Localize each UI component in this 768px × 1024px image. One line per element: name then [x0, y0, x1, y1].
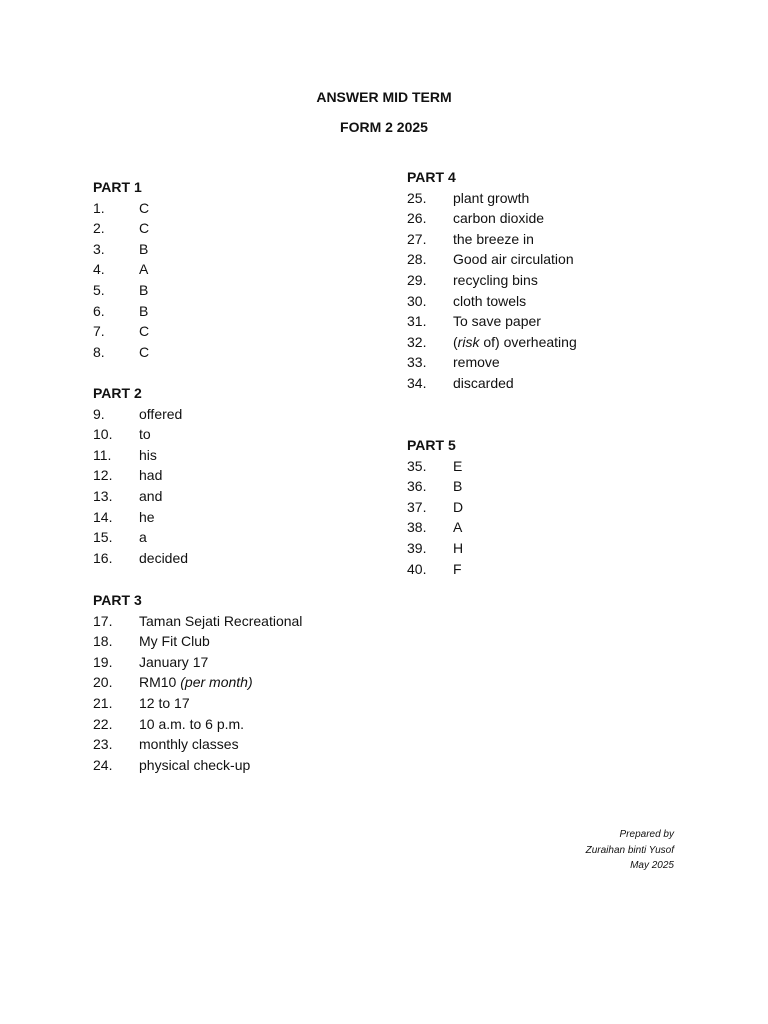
- question-number: 23.: [93, 736, 113, 753]
- part-3-section: [93, 590, 302, 775]
- answer-main: Good air circulation: [453, 251, 574, 268]
- answer-text: [139, 633, 210, 649]
- answer-text: [139, 467, 162, 483]
- question-number: 21.: [93, 694, 113, 711]
- date: May 2025: [630, 860, 674, 871]
- answer-text: [139, 695, 190, 711]
- question-number: 4.: [93, 261, 105, 278]
- part-title: PART 3: [93, 592, 142, 608]
- answer-row: [407, 208, 577, 229]
- answer-list: [407, 456, 463, 580]
- question-number: 13.: [93, 487, 113, 504]
- answer-row: [93, 342, 149, 363]
- answer-row: [407, 249, 577, 270]
- question-number: 8.: [93, 343, 105, 360]
- answer-main: his: [139, 446, 157, 463]
- question-number: 5.: [93, 281, 105, 298]
- answer-text: [139, 426, 151, 442]
- question-number: 26.: [407, 210, 427, 227]
- answer-text: [453, 210, 544, 226]
- part-2-section: [93, 383, 188, 568]
- answer-text: [453, 313, 541, 329]
- answer-text: [453, 293, 526, 309]
- answer-row: [93, 465, 188, 486]
- answer-text: [139, 323, 149, 339]
- question-number: 22.: [93, 715, 113, 732]
- part-title: PART 5: [407, 437, 456, 453]
- question-number: 10.: [93, 426, 113, 443]
- answer-text: [453, 519, 462, 535]
- answer-row: [407, 352, 577, 373]
- answer-row: [93, 527, 188, 548]
- answer-main: decided: [139, 549, 189, 566]
- part-1-section: [93, 177, 149, 362]
- answer-main: 12 to 17: [139, 694, 190, 711]
- answer-main: offered: [139, 405, 183, 422]
- question-number: 40.: [407, 560, 427, 577]
- answer-main: To save paper: [453, 313, 541, 330]
- answer-main: and: [139, 487, 163, 504]
- question-number: 32.: [407, 333, 427, 350]
- answer-italic-part: risk: [457, 333, 480, 350]
- answer-text: [139, 654, 208, 670]
- answer-main: A: [453, 519, 463, 536]
- answer-list: [407, 188, 577, 394]
- question-number: 33.: [407, 354, 427, 371]
- answer-list: [93, 404, 188, 569]
- answer-row: [93, 424, 188, 445]
- answer-text: [139, 303, 148, 319]
- answer-text: [139, 447, 157, 463]
- answer-row: [93, 445, 188, 466]
- answer-text: [139, 200, 149, 216]
- answer-row: [407, 270, 577, 291]
- answer-main: D: [453, 498, 464, 515]
- part-title: PART 2: [93, 385, 142, 401]
- part-5-section: [407, 435, 463, 579]
- answer-row: [407, 373, 577, 394]
- document-title: ANSWER MID TERM: [316, 89, 452, 105]
- answer-row: [407, 188, 577, 209]
- answer-main: B: [139, 302, 149, 319]
- answer-text: [453, 354, 500, 370]
- answer-text: [139, 529, 147, 545]
- answer-row: [407, 517, 463, 538]
- question-number: 18.: [93, 633, 113, 650]
- answer-row: [93, 672, 302, 693]
- answer-main: January 17: [139, 653, 209, 670]
- answer-text: [453, 540, 463, 556]
- question-number: 27.: [407, 230, 427, 247]
- answer-row: [93, 652, 302, 673]
- answer-text: [453, 334, 577, 350]
- answer-text: [139, 674, 253, 690]
- answer-text: [139, 736, 239, 752]
- answer-main: B: [139, 281, 149, 298]
- answer-main: B: [453, 478, 463, 495]
- answer-main: a: [139, 529, 147, 546]
- answer-row: [93, 548, 188, 569]
- answer-text: [453, 458, 462, 474]
- answer-row: [93, 259, 149, 280]
- question-number: 25.: [407, 189, 427, 206]
- answer-main: carbon dioxide: [453, 210, 545, 227]
- answer-text: [139, 716, 244, 732]
- answer-row: [407, 476, 463, 497]
- question-number: 36.: [407, 478, 427, 495]
- answer-text: [453, 190, 529, 206]
- answer-text: [139, 220, 149, 236]
- question-number: 6.: [93, 302, 105, 319]
- answer-row: [93, 611, 302, 632]
- answer-prefix: (: [453, 333, 458, 350]
- answer-row: [93, 404, 188, 425]
- answer-main: monthly classes: [139, 736, 239, 753]
- question-number: 2.: [93, 220, 105, 237]
- question-number: 28.: [407, 251, 427, 268]
- prepared-by-block: [586, 827, 674, 874]
- answer-row: [93, 507, 188, 528]
- answer-main: physical check-up: [139, 756, 251, 773]
- answer-text: [453, 375, 514, 391]
- answer-main: E: [453, 457, 463, 474]
- answer-main: to: [139, 426, 151, 443]
- answer-row: [93, 693, 302, 714]
- answer-main: cloth towels: [453, 292, 527, 309]
- answer-main: C: [139, 343, 150, 360]
- answer-list: [93, 611, 302, 776]
- question-number: 19.: [93, 653, 113, 670]
- answer-row: [93, 486, 188, 507]
- answer-row: [407, 538, 463, 559]
- answer-row: [93, 301, 149, 322]
- question-number: 1.: [93, 199, 105, 216]
- answer-main: C: [139, 220, 150, 237]
- question-number: 7.: [93, 323, 105, 340]
- question-number: 9.: [93, 405, 105, 422]
- question-number: 39.: [407, 539, 427, 556]
- answer-text: [139, 757, 250, 773]
- question-number: 12.: [93, 467, 113, 484]
- answer-text: [453, 231, 534, 247]
- answer-text: [139, 282, 148, 298]
- question-number: 11.: [93, 446, 112, 463]
- answer-text: [139, 509, 155, 525]
- answer-row: [93, 755, 302, 776]
- answer-main: recycling bins: [453, 271, 538, 288]
- answer-text: [453, 272, 538, 288]
- answer-row: [407, 559, 463, 580]
- answer-row: [93, 239, 149, 260]
- question-number: 37.: [407, 498, 427, 515]
- answer-italic-note: (per month): [176, 674, 253, 691]
- answer-list: [93, 198, 149, 363]
- answer-main: C: [139, 199, 150, 216]
- answer-main: had: [139, 467, 163, 484]
- question-number: 15.: [93, 529, 113, 546]
- answer-row: [93, 734, 302, 755]
- answer-text: [139, 241, 148, 257]
- answer-main: C: [139, 323, 150, 340]
- answer-row: [93, 198, 149, 219]
- answer-row: [93, 321, 149, 342]
- answer-text: [453, 561, 462, 577]
- answer-text: [139, 261, 148, 277]
- answer-row: [407, 332, 577, 353]
- answer-main: F: [453, 560, 462, 577]
- part-title: PART 4: [407, 169, 456, 185]
- answer-main: he: [139, 508, 155, 525]
- question-number: 20.: [93, 674, 113, 691]
- answer-main: A: [139, 261, 149, 278]
- answer-main: B: [139, 240, 149, 257]
- answer-main: of) overheating: [479, 333, 577, 350]
- part-title: PART 1: [93, 179, 142, 195]
- answer-row: [93, 714, 302, 735]
- question-number: 17.: [93, 612, 113, 629]
- answer-text: [139, 406, 182, 422]
- answer-main: Taman Sejati Recreational: [139, 612, 303, 629]
- prepared-by-label: Prepared by: [619, 829, 674, 840]
- document-subtitle: FORM 2 2025: [340, 119, 428, 135]
- answer-main: plant growth: [453, 189, 530, 206]
- answer-main: discarded: [453, 374, 514, 391]
- question-number: 35.: [407, 457, 427, 474]
- answer-row: [407, 229, 577, 250]
- answer-text: [139, 550, 188, 566]
- answer-text: [453, 499, 463, 515]
- answer-main: remove: [453, 354, 500, 371]
- answer-row: [93, 218, 149, 239]
- answer-text: [453, 251, 574, 267]
- answer-row: [93, 280, 149, 301]
- answer-text: [139, 344, 149, 360]
- author-name: Zuraihan binti Yusof: [585, 844, 674, 856]
- answer-main: 10 a.m. to 6 p.m.: [139, 715, 245, 732]
- question-number: 3.: [93, 240, 105, 257]
- answer-row: [407, 456, 463, 477]
- answer-row: [407, 291, 577, 312]
- answer-main: the breeze in: [453, 230, 534, 247]
- question-number: 31.: [407, 313, 427, 330]
- answer-text: [139, 613, 302, 629]
- answer-main: My Fit Club: [139, 633, 210, 650]
- answer-row: [93, 631, 302, 652]
- question-number: 16.: [93, 549, 113, 566]
- answer-main: RM10: [139, 674, 177, 691]
- answer-row: [407, 311, 577, 332]
- question-number: 34.: [407, 374, 427, 391]
- answer-text: [139, 488, 162, 504]
- answer-text: [453, 478, 462, 494]
- answer-main: H: [453, 539, 464, 556]
- question-number: 30.: [407, 292, 427, 309]
- question-number: 24.: [93, 756, 113, 773]
- question-number: 14.: [93, 508, 113, 525]
- answer-row: [407, 497, 463, 518]
- question-number: 29.: [407, 271, 427, 288]
- question-number: 38.: [407, 519, 427, 536]
- part-4-section: [407, 167, 577, 394]
